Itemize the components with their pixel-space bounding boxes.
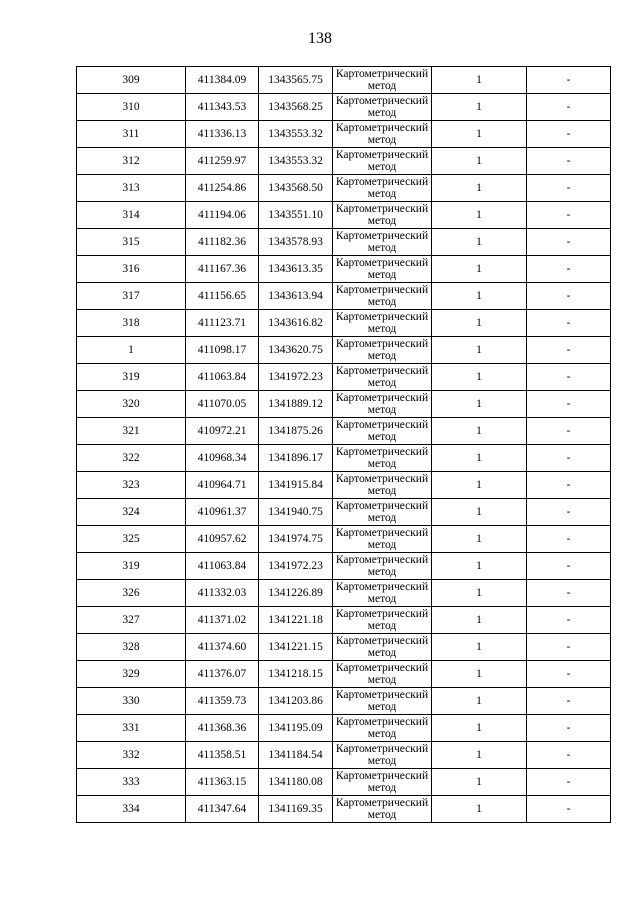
note-cell: - — [527, 283, 611, 310]
note-cell: - — [527, 769, 611, 796]
method-line-1: Картометрический — [335, 716, 429, 728]
accuracy-cell: 1 — [432, 418, 527, 445]
table-row — [77, 661, 611, 688]
table-row — [77, 526, 611, 553]
method-line-1: Картометрический — [335, 689, 429, 701]
x-coordinate-cell: 411194.06 — [186, 202, 259, 229]
accuracy-cell: 1 — [432, 148, 527, 175]
point-number-cell: 318 — [77, 310, 186, 337]
x-coordinate-cell: 411254.86 — [186, 175, 259, 202]
accuracy-cell: 1 — [432, 337, 527, 364]
table-row — [77, 310, 611, 337]
method-line-1: Картометрический — [335, 149, 429, 161]
point-number-cell: 323 — [77, 472, 186, 499]
accuracy-cell: 1 — [432, 391, 527, 418]
method-cell — [333, 715, 432, 742]
method-line-1: Картометрический — [335, 743, 429, 755]
note-cell: - — [527, 553, 611, 580]
y-coordinate-cell: 1343613.94 — [259, 283, 333, 310]
note-cell: - — [527, 310, 611, 337]
accuracy-cell: 1 — [432, 742, 527, 769]
y-coordinate-cell: 1343620.75 — [259, 337, 333, 364]
point-number-cell: 320 — [77, 391, 186, 418]
method-cell — [333, 391, 432, 418]
method-line-1: Картометрический — [335, 338, 429, 350]
method-cell — [333, 580, 432, 607]
note-cell: - — [527, 391, 611, 418]
method-line-1: Картометрический — [335, 527, 429, 539]
point-number-cell: 329 — [77, 661, 186, 688]
method-cell — [333, 94, 432, 121]
x-coordinate-cell: 411182.36 — [186, 229, 259, 256]
method-line-2: метод — [367, 296, 397, 308]
note-cell: - — [527, 472, 611, 499]
method-line-2: метод — [367, 647, 397, 659]
method-line-2: метод — [367, 539, 397, 551]
method-line-1: Картометрический — [335, 311, 429, 323]
table-row — [77, 634, 611, 661]
x-coordinate-cell: 411343.53 — [186, 94, 259, 121]
note-cell: - — [527, 121, 611, 148]
x-coordinate-cell: 410968.34 — [186, 445, 259, 472]
method-line-2: метод — [367, 215, 397, 227]
method-line-1: Картометрический — [335, 230, 429, 242]
y-coordinate-cell: 1343551.10 — [259, 202, 333, 229]
y-coordinate-cell: 1341184.54 — [259, 742, 333, 769]
table-row — [77, 175, 611, 202]
accuracy-cell: 1 — [432, 796, 527, 823]
table-row — [77, 553, 611, 580]
method-cell — [333, 472, 432, 499]
table-row — [77, 337, 611, 364]
method-line-2: метод — [367, 620, 397, 632]
note-cell: - — [527, 688, 611, 715]
accuracy-cell: 1 — [432, 634, 527, 661]
point-number-cell: 312 — [77, 148, 186, 175]
x-coordinate-cell: 411123.71 — [186, 310, 259, 337]
x-coordinate-cell: 411167.36 — [186, 256, 259, 283]
point-number-cell: 324 — [77, 499, 186, 526]
method-cell — [333, 688, 432, 715]
method-line-1: Картометрический — [335, 608, 429, 620]
y-coordinate-cell: 1341972.23 — [259, 553, 333, 580]
table-row — [77, 715, 611, 742]
accuracy-cell: 1 — [432, 499, 527, 526]
table-row — [77, 445, 611, 472]
accuracy-cell: 1 — [432, 67, 527, 94]
method-cell — [333, 769, 432, 796]
method-line-1: Картометрический — [335, 797, 429, 809]
method-line-2: метод — [367, 755, 397, 767]
accuracy-cell: 1 — [432, 121, 527, 148]
accuracy-cell: 1 — [432, 256, 527, 283]
method-cell — [333, 202, 432, 229]
x-coordinate-cell: 411384.09 — [186, 67, 259, 94]
method-cell — [333, 553, 432, 580]
method-line-2: метод — [367, 782, 397, 794]
note-cell: - — [527, 445, 611, 472]
method-line-1: Картометрический — [335, 662, 429, 674]
method-line-2: метод — [367, 350, 397, 362]
method-line-2: метод — [367, 161, 397, 173]
x-coordinate-cell: 411063.84 — [186, 553, 259, 580]
point-number-cell: 334 — [77, 796, 186, 823]
method-line-1: Картометрический — [335, 365, 429, 377]
method-cell — [333, 67, 432, 94]
method-line-2: метод — [367, 485, 397, 497]
method-line-2: метод — [367, 134, 397, 146]
point-number-cell: 321 — [77, 418, 186, 445]
accuracy-cell: 1 — [432, 688, 527, 715]
method-line-2: метод — [367, 566, 397, 578]
method-line-1: Картометрический — [335, 95, 429, 107]
y-coordinate-cell: 1341889.12 — [259, 391, 333, 418]
method-cell — [333, 499, 432, 526]
method-line-1: Картометрический — [335, 770, 429, 782]
point-number-cell: 319 — [77, 553, 186, 580]
y-coordinate-cell: 1341875.26 — [259, 418, 333, 445]
note-cell: - — [527, 67, 611, 94]
method-line-2: метод — [367, 701, 397, 713]
table-row — [77, 769, 611, 796]
method-cell — [333, 175, 432, 202]
point-number-cell: 330 — [77, 688, 186, 715]
x-coordinate-cell: 411363.15 — [186, 769, 259, 796]
method-line-1: Картометрический — [335, 68, 429, 80]
point-number-cell: 1 — [77, 337, 186, 364]
method-line-1: Картометрический — [335, 257, 429, 269]
accuracy-cell: 1 — [432, 472, 527, 499]
method-cell — [333, 607, 432, 634]
y-coordinate-cell: 1341221.18 — [259, 607, 333, 634]
x-coordinate-cell: 411359.73 — [186, 688, 259, 715]
table-row — [77, 688, 611, 715]
point-number-cell: 314 — [77, 202, 186, 229]
y-coordinate-cell: 1341195.09 — [259, 715, 333, 742]
accuracy-cell: 1 — [432, 202, 527, 229]
method-line-2: метод — [367, 431, 397, 443]
table-row — [77, 283, 611, 310]
x-coordinate-cell: 411368.36 — [186, 715, 259, 742]
point-number-cell: 326 — [77, 580, 186, 607]
table-row — [77, 67, 611, 94]
note-cell: - — [527, 526, 611, 553]
y-coordinate-cell: 1343565.75 — [259, 67, 333, 94]
method-line-2: метод — [367, 80, 397, 92]
note-cell: - — [527, 229, 611, 256]
method-cell — [333, 256, 432, 283]
point-number-cell: 333 — [77, 769, 186, 796]
method-line-1: Картометрический — [335, 176, 429, 188]
accuracy-cell: 1 — [432, 283, 527, 310]
table-row — [77, 472, 611, 499]
method-line-2: метод — [367, 512, 397, 524]
method-line-1: Картометрический — [335, 554, 429, 566]
note-cell: - — [527, 337, 611, 364]
note-cell: - — [527, 499, 611, 526]
method-line-2: метод — [367, 458, 397, 470]
accuracy-cell: 1 — [432, 661, 527, 688]
y-coordinate-cell: 1343616.82 — [259, 310, 333, 337]
table-row — [77, 148, 611, 175]
y-coordinate-cell: 1343553.32 — [259, 148, 333, 175]
note-cell: - — [527, 175, 611, 202]
y-coordinate-cell: 1341972.23 — [259, 364, 333, 391]
method-line-2: метод — [367, 323, 397, 335]
table-row — [77, 256, 611, 283]
method-line-1: Картометрический — [335, 203, 429, 215]
point-number-cell: 316 — [77, 256, 186, 283]
table-row — [77, 580, 611, 607]
y-coordinate-cell: 1343553.32 — [259, 121, 333, 148]
x-coordinate-cell: 411347.64 — [186, 796, 259, 823]
accuracy-cell: 1 — [432, 526, 527, 553]
method-cell — [333, 445, 432, 472]
accuracy-cell: 1 — [432, 229, 527, 256]
point-number-cell: 315 — [77, 229, 186, 256]
method-cell — [333, 337, 432, 364]
method-cell — [333, 229, 432, 256]
method-line-2: метод — [367, 107, 397, 119]
method-cell — [333, 310, 432, 337]
y-coordinate-cell: 1343568.50 — [259, 175, 333, 202]
method-cell — [333, 526, 432, 553]
point-number-cell: 313 — [77, 175, 186, 202]
note-cell: - — [527, 715, 611, 742]
accuracy-cell: 1 — [432, 175, 527, 202]
note-cell: - — [527, 796, 611, 823]
x-coordinate-cell: 411374.60 — [186, 634, 259, 661]
method-line-1: Картометрический — [335, 581, 429, 593]
accuracy-cell: 1 — [432, 445, 527, 472]
accuracy-cell: 1 — [432, 715, 527, 742]
method-line-1: Картометрический — [335, 122, 429, 134]
x-coordinate-cell: 411332.03 — [186, 580, 259, 607]
method-line-1: Картометрический — [335, 419, 429, 431]
accuracy-cell: 1 — [432, 769, 527, 796]
table-row — [77, 202, 611, 229]
note-cell: - — [527, 148, 611, 175]
y-coordinate-cell: 1341896.17 — [259, 445, 333, 472]
x-coordinate-cell: 411259.97 — [186, 148, 259, 175]
y-coordinate-cell: 1343613.35 — [259, 256, 333, 283]
x-coordinate-cell: 411371.02 — [186, 607, 259, 634]
method-line-2: метод — [367, 377, 397, 389]
note-cell: - — [527, 94, 611, 121]
note-cell: - — [527, 580, 611, 607]
point-number-cell: 317 — [77, 283, 186, 310]
method-line-1: Картометрический — [335, 500, 429, 512]
point-number-cell: 311 — [77, 121, 186, 148]
method-line-2: метод — [367, 404, 397, 416]
x-coordinate-cell: 411156.65 — [186, 283, 259, 310]
table-row — [77, 94, 611, 121]
method-line-1: Картометрический — [335, 446, 429, 458]
x-coordinate-cell: 410961.37 — [186, 499, 259, 526]
y-coordinate-cell: 1341226.89 — [259, 580, 333, 607]
method-cell — [333, 283, 432, 310]
method-cell — [333, 661, 432, 688]
method-cell — [333, 742, 432, 769]
note-cell: - — [527, 256, 611, 283]
method-line-2: метод — [367, 242, 397, 254]
note-cell: - — [527, 202, 611, 229]
point-number-cell: 309 — [77, 67, 186, 94]
accuracy-cell: 1 — [432, 580, 527, 607]
y-coordinate-cell: 1341974.75 — [259, 526, 333, 553]
y-coordinate-cell: 1343578.93 — [259, 229, 333, 256]
note-cell: - — [527, 661, 611, 688]
x-coordinate-cell: 411358.51 — [186, 742, 259, 769]
x-coordinate-cell: 410972.21 — [186, 418, 259, 445]
method-line-2: метод — [367, 593, 397, 605]
accuracy-cell: 1 — [432, 94, 527, 121]
note-cell: - — [527, 607, 611, 634]
page-number: 138 — [308, 30, 332, 47]
method-cell — [333, 634, 432, 661]
point-number-cell: 331 — [77, 715, 186, 742]
method-line-1: Картометрический — [335, 635, 429, 647]
point-number-cell: 332 — [77, 742, 186, 769]
y-coordinate-cell: 1343568.25 — [259, 94, 333, 121]
table-row — [77, 796, 611, 823]
method-line-2: метод — [367, 809, 397, 821]
table-row — [77, 364, 611, 391]
note-cell: - — [527, 634, 611, 661]
method-cell — [333, 121, 432, 148]
table-row — [77, 418, 611, 445]
y-coordinate-cell: 1341940.75 — [259, 499, 333, 526]
y-coordinate-cell: 1341915.84 — [259, 472, 333, 499]
point-number-cell: 328 — [77, 634, 186, 661]
point-number-cell: 322 — [77, 445, 186, 472]
accuracy-cell: 1 — [432, 553, 527, 580]
x-coordinate-cell: 411063.84 — [186, 364, 259, 391]
table-row — [77, 229, 611, 256]
method-line-1: Картометрический — [335, 392, 429, 404]
method-line-1: Картометрический — [335, 284, 429, 296]
accuracy-cell: 1 — [432, 310, 527, 337]
y-coordinate-cell: 1341203.86 — [259, 688, 333, 715]
coordinates-table — [76, 66, 611, 823]
accuracy-cell: 1 — [432, 364, 527, 391]
table-row — [77, 607, 611, 634]
point-number-cell: 310 — [77, 94, 186, 121]
point-number-cell: 327 — [77, 607, 186, 634]
x-coordinate-cell: 411376.07 — [186, 661, 259, 688]
table-row — [77, 499, 611, 526]
x-coordinate-cell: 411098.17 — [186, 337, 259, 364]
method-line-1: Картометрический — [335, 473, 429, 485]
y-coordinate-cell: 1341180.08 — [259, 769, 333, 796]
x-coordinate-cell: 411070.05 — [186, 391, 259, 418]
point-number-cell: 325 — [77, 526, 186, 553]
method-cell — [333, 148, 432, 175]
method-cell — [333, 418, 432, 445]
method-cell — [333, 364, 432, 391]
x-coordinate-cell: 410964.71 — [186, 472, 259, 499]
x-coordinate-cell: 411336.13 — [186, 121, 259, 148]
coordinates-table-body — [77, 67, 611, 823]
note-cell: - — [527, 418, 611, 445]
table-row — [77, 742, 611, 769]
method-line-2: метод — [367, 674, 397, 686]
method-line-2: метод — [367, 269, 397, 281]
point-number-cell: 319 — [77, 364, 186, 391]
method-line-2: метод — [367, 728, 397, 740]
y-coordinate-cell: 1341221.15 — [259, 634, 333, 661]
note-cell: - — [527, 742, 611, 769]
table-row — [77, 121, 611, 148]
x-coordinate-cell: 410957.62 — [186, 526, 259, 553]
note-cell: - — [527, 364, 611, 391]
accuracy-cell: 1 — [432, 607, 527, 634]
method-line-2: метод — [367, 188, 397, 200]
y-coordinate-cell: 1341218.15 — [259, 661, 333, 688]
table-row — [77, 391, 611, 418]
method-cell — [333, 796, 432, 823]
y-coordinate-cell: 1341169.35 — [259, 796, 333, 823]
